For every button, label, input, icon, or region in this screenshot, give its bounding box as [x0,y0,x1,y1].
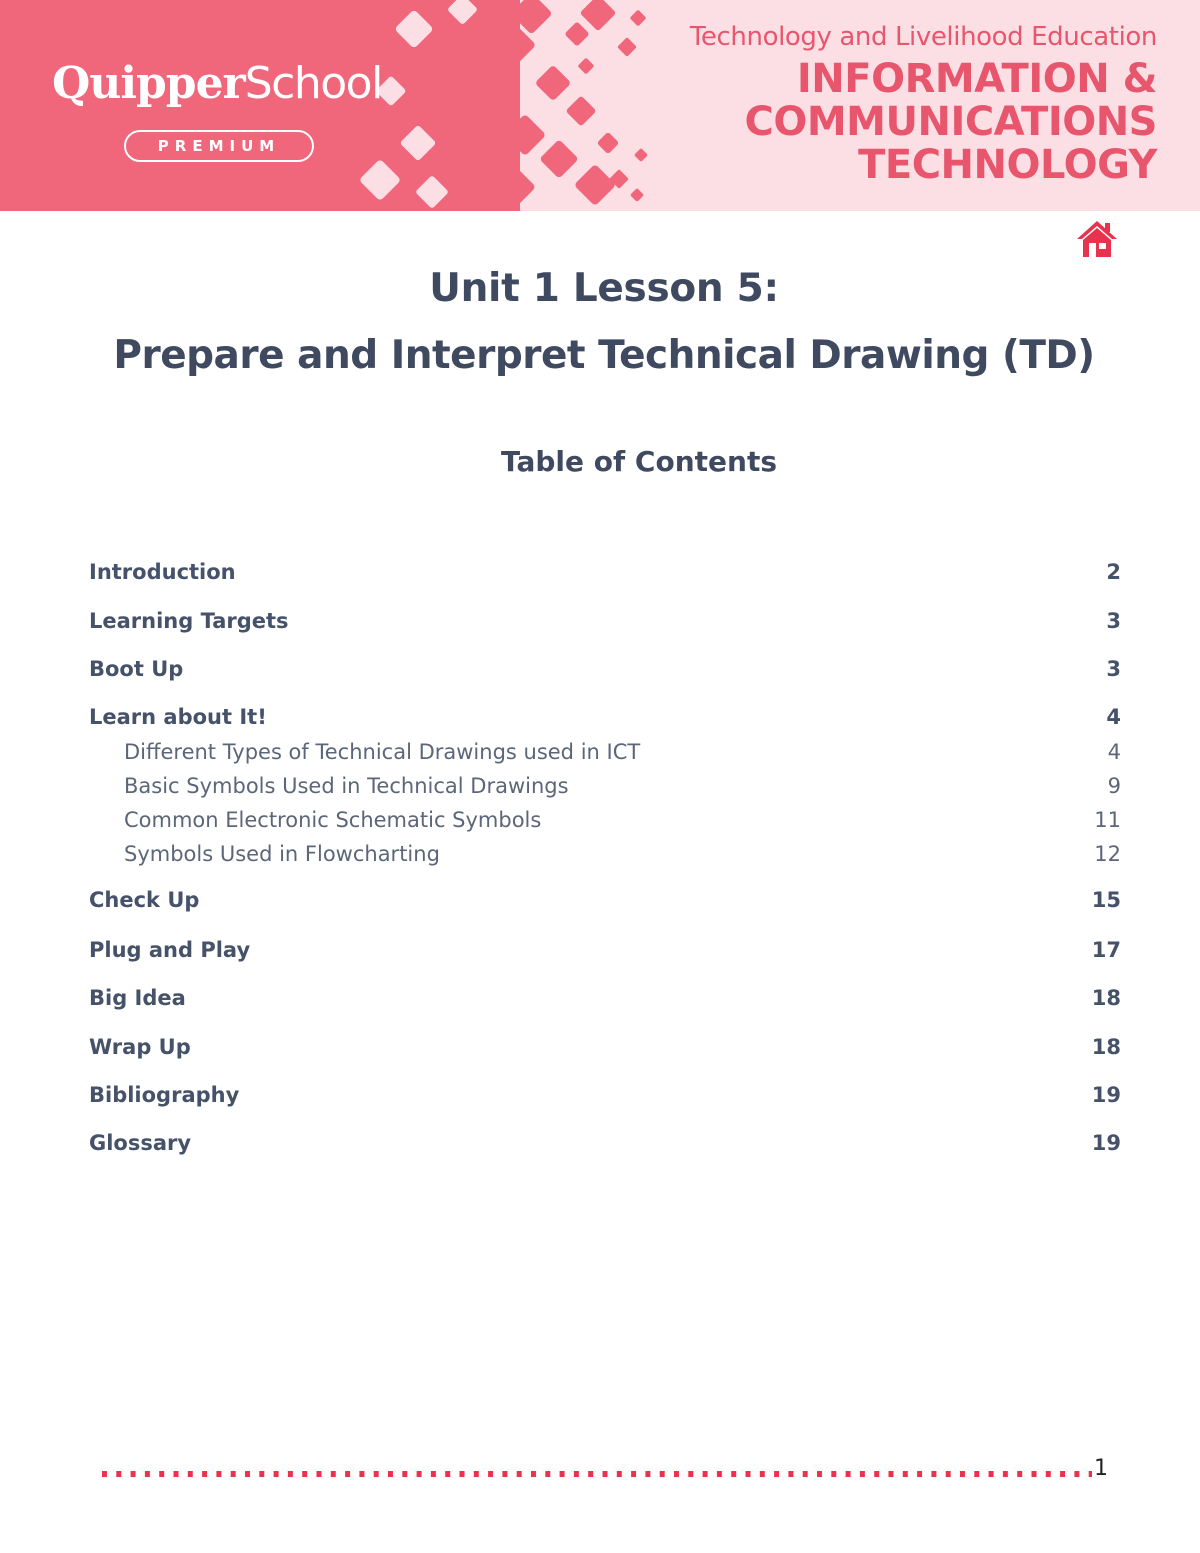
toc-item-big-idea[interactable] [89,983,1121,1013]
toc-subitem-basic-symbols[interactable] [124,771,1121,801]
toc-item-label: Common Electronic Schematic Symbols [124,808,542,832]
toc-item-label: Different Types of Technical Drawings used in ICT [124,740,641,764]
premium-badge: PREMIUM [124,130,314,162]
logo-word-quipper: Quipper [52,58,245,109]
toc-item-label: Basic Symbols Used in Technical Drawings [124,774,569,798]
toc-item-label: Plug and Play [89,938,251,962]
subject-title-line: TECHNOLOGY [858,142,1157,188]
toc-item-page: 9 [1107,774,1121,798]
toc-item-page: 11 [1094,808,1121,832]
toc-item-page: 12 [1094,842,1121,866]
footer-dotted-rule [102,1470,1092,1478]
toc-item-label: Introduction [89,560,236,584]
toc-item-learning-targets[interactable] [89,606,1121,636]
toc-subitem-flowcharting-symbols[interactable] [124,839,1121,869]
toc-item-boot-up[interactable] [89,654,1121,684]
toc-item-page: 19 [1091,1083,1121,1107]
toc-item-page: 19 [1091,1131,1121,1155]
toc-item-plug-and-play[interactable] [89,935,1121,965]
toc-item-page: 4 [1106,705,1121,729]
toc-item-check-up[interactable] [89,885,1121,915]
toc-item-label: Symbols Used in Flowcharting [124,842,440,866]
toc-item-label: Check Up [89,888,200,912]
subject-title-line: COMMUNICATIONS [744,99,1157,145]
subject-subtitle: Technology and Livelihood Education [689,22,1157,52]
toc-item-label: Big Idea [89,986,186,1010]
toc-item-page: 3 [1106,609,1121,633]
toc-item-label: Wrap Up [89,1035,191,1059]
toc-item-label: Learning Targets [89,609,289,633]
toc-item-label: Boot Up [89,657,184,681]
toc-item-page: 3 [1106,657,1121,681]
toc-item-page: 2 [1106,560,1121,584]
header-banner [0,0,1200,211]
toc-item-glossary[interactable] [89,1128,1121,1158]
toc-item-introduction[interactable] [89,557,1121,587]
quipper-school-logo [52,58,382,109]
toc-item-label: Bibliography [89,1083,240,1107]
page-number: 1 [1094,1456,1108,1481]
logo-word-school: School [244,58,382,109]
toc-item-page: 17 [1091,938,1121,962]
toc-item-page: 15 [1091,888,1121,912]
toc-item-wrap-up[interactable] [89,1032,1121,1062]
toc-item-bibliography[interactable] [89,1080,1121,1110]
toc-item-label: Learn about It! [89,705,267,729]
toc-item-page: 18 [1091,986,1121,1010]
toc-item-learn-about-it[interactable] [89,702,1121,732]
subject-title-line: INFORMATION & [796,56,1157,102]
toc-heading: Table of Contents [500,445,777,478]
subject-title [745,58,1157,187]
toc-subitem-electronic-schematic-symbols[interactable] [124,805,1121,835]
lesson-subtitle: Prepare and Interpret Technical Drawing (TD) [113,333,1095,378]
toc-item-page: 4 [1107,740,1121,764]
home-icon[interactable] [1076,219,1118,259]
lesson-title: Unit 1 Lesson 5: [429,266,779,311]
toc-item-page: 18 [1091,1035,1121,1059]
toc-subitem-types-of-technical-drawings[interactable] [124,737,1121,767]
toc-item-label: Glossary [89,1131,192,1155]
